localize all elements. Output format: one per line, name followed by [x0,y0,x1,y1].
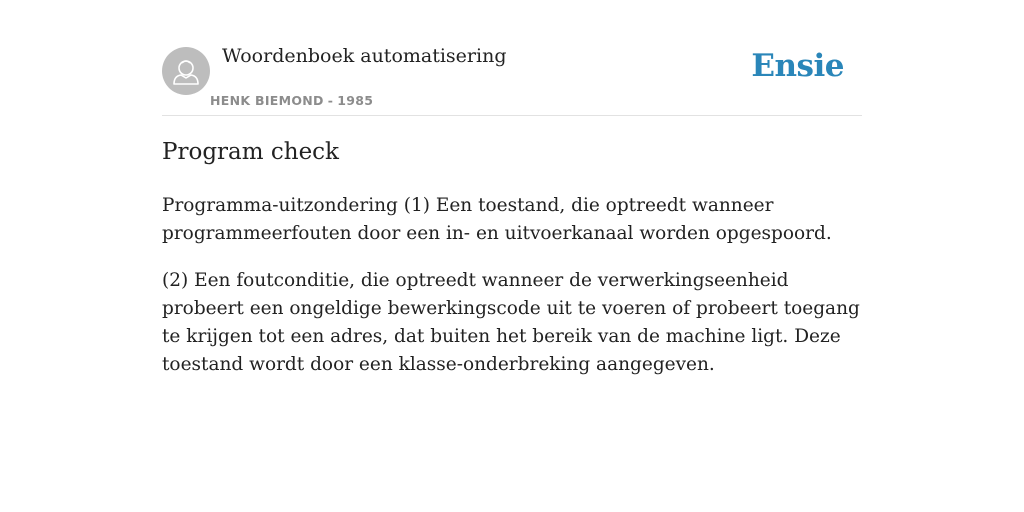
publication-year: 1985 [337,93,374,108]
entry-title: Program check [162,139,339,165]
page-container [162,0,862,375]
user-icon [162,47,210,95]
author-byline [210,93,373,108]
book-header [162,0,862,116]
author-name[interactable]: HENK BIEMOND [210,93,324,108]
definition-paragraph-2: (2) Een foutconditie, die optreedt wanneer de verwerkingseenheid probeert een ongeldige bewerkingscode uit te voeren of probeert toegang te krijgen tot een adres, dat buiten het bereik van de machine ligt. Deze toestand wordt door een klasse-onderbreking aangegeven. [162,270,860,375]
book-title-link[interactable]: Woordenboek automatisering [222,45,507,67]
byline-separator: - [327,93,334,108]
definition-paragraph-1: Programma-uitzondering (1) Een toestand, die optreedt wanneer programmeerfouten door een in- en uitvoerkanaal worden opgespoord. [162,195,832,244]
ensie-logo-link[interactable]: Ensie [751,48,844,84]
author-avatar[interactable] [162,47,210,95]
entry-definition [162,192,862,398]
